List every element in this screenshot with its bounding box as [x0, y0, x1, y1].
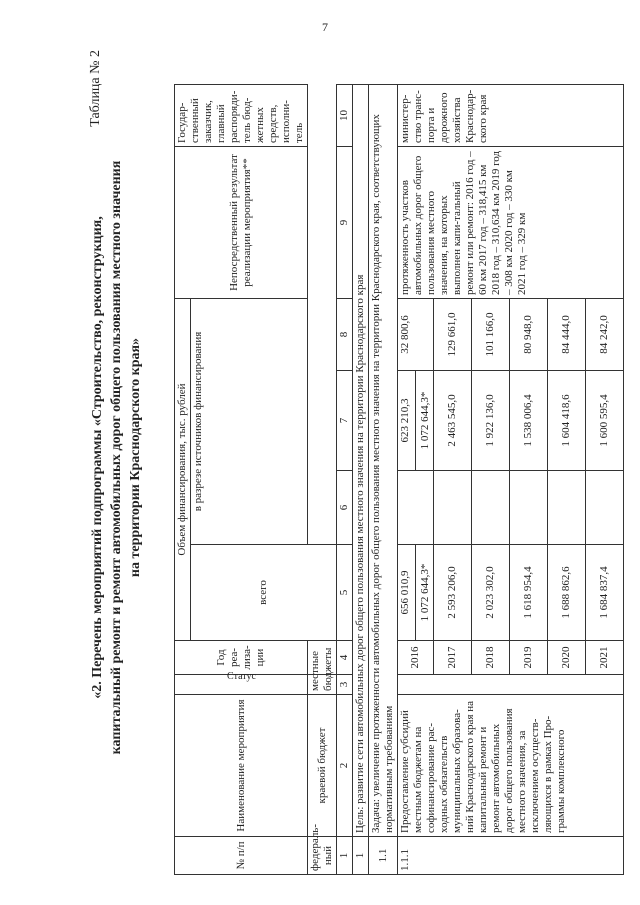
- year-cell: 2016: [398, 641, 434, 675]
- total-cell: 1 688 862,6: [548, 545, 586, 641]
- total-cell: 2 593 206,0: [434, 545, 472, 641]
- local-cell: 101 166,0: [472, 299, 510, 371]
- regional-value-starred: 1 072 644,3*: [415, 371, 432, 470]
- title-line-3: на территории Краснодарского края»: [128, 337, 143, 578]
- col-number: 5: [337, 545, 353, 641]
- col-number: 9: [337, 147, 353, 299]
- title-line-1: «2. Перечень мероприятий подпрограммы «Строительство, реконструкция,: [90, 216, 105, 699]
- local-cell: 129 661,0: [434, 299, 472, 371]
- regional-value: 623 210,3: [399, 398, 411, 443]
- document-title: [88, 130, 145, 785]
- year-cell: 2017: [434, 641, 472, 675]
- local-cell: 80 948,0: [510, 299, 548, 371]
- regional-cell: 1 538 006,4: [510, 371, 548, 471]
- total-cell: [398, 545, 434, 641]
- year-cell: 2019: [510, 641, 548, 675]
- header-row-1: [175, 85, 191, 875]
- federal-cell: [434, 471, 472, 545]
- federal-cell: [398, 471, 434, 545]
- col-number: 10: [337, 85, 353, 147]
- title-line-2: капитальный ремонт и ремонт автомобильных дорог общего пользования местного значения: [109, 160, 124, 755]
- header-number: № п/п: [175, 837, 308, 875]
- task-text: Задача: увеличение протяженности автомобильных дорог общего пользования местного значения на территории Краснодарского края, соответствующих нормативным требованиям: [369, 85, 398, 837]
- col-number: 4: [337, 641, 353, 675]
- col-number: 3: [337, 675, 353, 695]
- local-cell: 84 444,0: [548, 299, 586, 371]
- regional-cell: 1 600 595,4: [586, 371, 624, 471]
- federal-cell: [548, 471, 586, 545]
- header-total: всего: [191, 545, 337, 641]
- column-numbers-row: [337, 85, 353, 875]
- measure-row-2016: [398, 85, 434, 875]
- header-funding: Объем финансирования, тыс. рублей: [175, 299, 191, 641]
- federal-cell: [586, 471, 624, 545]
- total-cell: 1 684 837,4: [586, 545, 624, 641]
- col-number: 1: [337, 837, 353, 875]
- page-number: 7: [322, 20, 328, 34]
- header-row-3: [308, 85, 337, 875]
- regional-cell: 1 604 418,6: [548, 371, 586, 471]
- regional-cell: 1 922 136,0: [472, 371, 510, 471]
- header-customer: Государ-ственный заказчик, главный распоряди-тель бюд-жетных средств, исполни-тель: [175, 85, 308, 147]
- goal-number: 1: [353, 837, 369, 875]
- header-status: [175, 671, 308, 695]
- task-number: 1.1: [369, 837, 398, 875]
- total-value-starred: 1 072 644,3*: [415, 545, 432, 640]
- federal-cell: [472, 471, 510, 545]
- rotated-page-content: [88, 40, 608, 875]
- measure-status: [398, 675, 624, 695]
- col-number: 8: [337, 299, 353, 371]
- federal-cell: [510, 471, 548, 545]
- task-row: [369, 85, 398, 875]
- measure-customer: министер-ство транс-порта и дорожного хозяйства Краснодар-ского края: [398, 85, 624, 147]
- year-cell: 2018: [472, 641, 510, 675]
- header-by-sources: в разрезе источников финансирования: [191, 299, 308, 545]
- header-regional: краевой бюджет: [308, 695, 337, 837]
- measure-number: 1.1.1: [398, 837, 624, 875]
- regional-cell: [398, 371, 434, 471]
- col-number: 2: [337, 695, 353, 837]
- goal-row: [353, 85, 369, 875]
- year-cell: 2020: [548, 641, 586, 675]
- col-number: 7: [337, 371, 353, 471]
- header-federal: федераль-ный: [308, 837, 337, 875]
- header-year: Год реа-лиза-ции: [175, 641, 308, 675]
- total-value: 656 010,9: [399, 570, 411, 615]
- header-status-text: Статус: [226, 671, 256, 683]
- local-cell: 84 242,0: [586, 299, 624, 371]
- header-local: местные бюджеты: [308, 675, 337, 695]
- total-cell: 1 618 954,4: [510, 545, 548, 641]
- header-result: Непосредственный результат реализации мероприятия**: [175, 147, 308, 299]
- col-number: 6: [337, 471, 353, 545]
- regional-cell: 2 463 545,0: [434, 371, 472, 471]
- table-label: Таблица № 2: [88, 50, 103, 127]
- year-cell: 2021: [586, 641, 624, 675]
- local-cell: 32 800,6: [398, 299, 434, 371]
- measure-result: протяженность участков автомобильных дорог общего пользования местного значения, на которых выполнен капи-тальный ремонт или ремонт: 2016 год – 60 км 2017 год – 318,415 км 2018 год – 310,634 км 2019 год – 308 км 2020 год – 330 км 2021 год – 329 км: [398, 147, 624, 299]
- total-cell: 2 023 302,0: [472, 545, 510, 641]
- measures-table: [174, 84, 624, 875]
- header-measure-name: Наименование мероприятия: [175, 695, 308, 837]
- measure-name: Предоставление субсидий местным бюджетам на софинансирование рас-ходных обязательств муниципальных образова-ний Краснодарского края на капитальный ремонт и ремонт автомобильных дорог общего пользования местного значения, за исключением осуществ-ляющихся в рамках Про-граммы комплексного: [398, 695, 624, 837]
- goal-text: Цель: развитие сети автомобильных дорог общего пользования местного значения на территории Краснодарского края: [353, 85, 369, 837]
